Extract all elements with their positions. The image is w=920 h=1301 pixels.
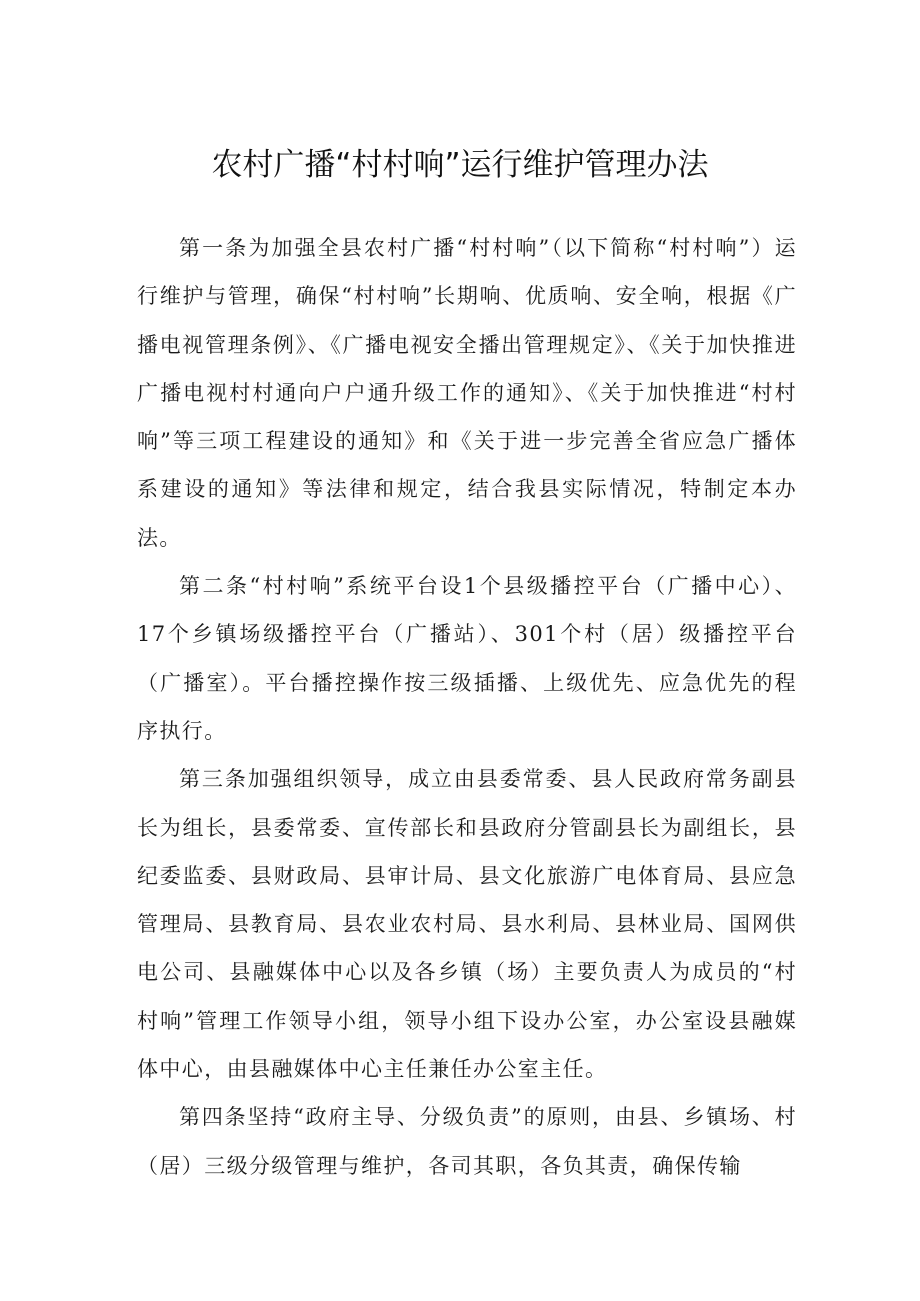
article-4-paragraph: 第四条坚持“政府主导、分级负责”的原则，由县、乡镇场、村（居）三级分级管理与维护，各司其职，各负其责，确保传输 [137, 1105, 797, 1178]
article-1-paragraph: 第一条为加强全县农村广播“村村响”（以下简称“村村响”）运行维护与管理，确保“村村响”长期响、优质响、安全响，根据《广播电视管理条例》、《广播电视安全播出管理规定》、《关于加快推进广播电视村村通向户户通升级工作的通知》、《关于加快推进“村村响”等三项工程建设的通知》和《关于进一步完善全省应急广播体系建设的通知》等法律和规定，结合我县实际情况，特制定本办法。 [137, 236, 797, 550]
article-3-paragraph: 第三条加强组织领导，成立由县委常委、县人民政府常务副县长为组长，县委常委、宣传部长和县政府分管副县长为副组长，县纪委监委、县财政局、县审计局、县文化旅游广电体育局、县应急管理局、县教育局、县农业农村局、县水利局、县林业局、国网供电公司、县融媒体中心以及各乡镇（场）主要负责人为成员的“村村响”管理工作领导小组，领导小组下设办公室，办公室设县融媒体中心，由县融媒体中心主任兼任办公室主任。 [137, 767, 797, 1082]
document-body [137, 224, 797, 1190]
document-title: 农村广播“村村响”运行维护管理办法 [211, 147, 709, 183]
article-2-paragraph: 第二条“村村响”系统平台设1个县级播控平台（广播中心）、17个乡镇场级播控平台（广播站）、301个村（居）级播控平台（广播室）。平台播控操作按三级插播、上级优先、应急优先的程序执行。 [137, 574, 797, 743]
